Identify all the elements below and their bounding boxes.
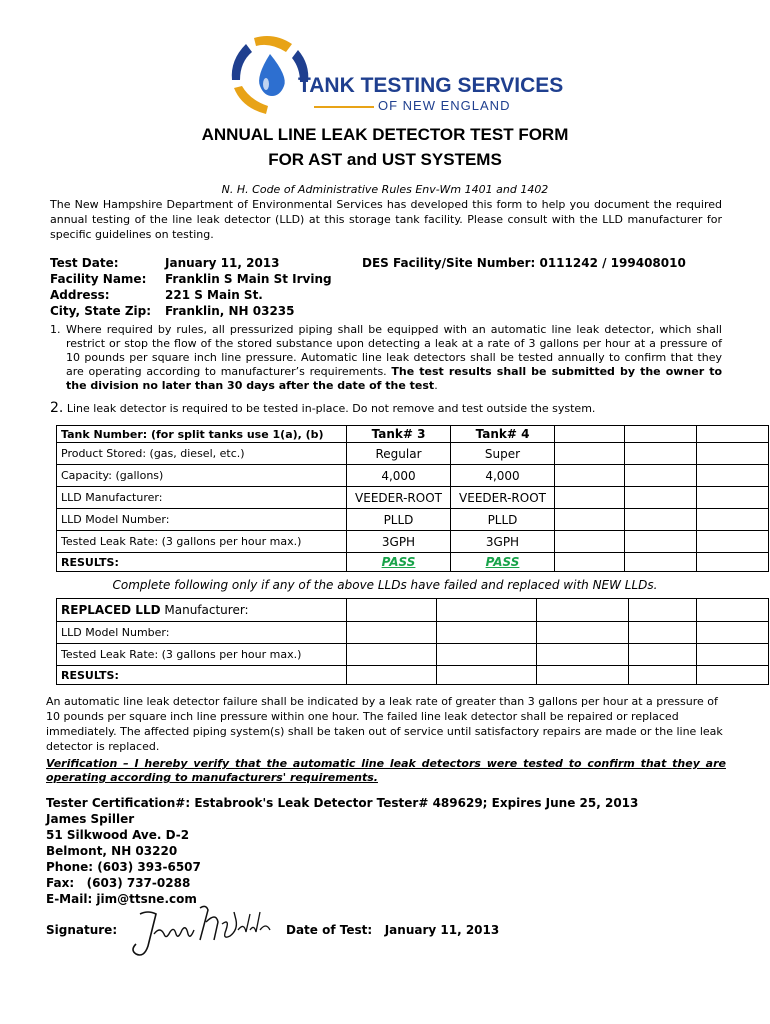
model-tank-3[interactable]: PLLD <box>347 509 451 531</box>
form-title-line2: FOR AST and UST SYSTEMS <box>268 150 502 169</box>
date-of-test-label: Date of Test: <box>286 923 373 937</box>
empty-cell[interactable] <box>347 666 437 685</box>
table-row <box>57 531 769 553</box>
replaced-manufacturer-text: Manufacturer: <box>160 603 249 617</box>
rules-citation: N. H. Code of Administrative Rules Env-Wm 1401 and 1402 <box>221 183 549 196</box>
result-tank-4[interactable] <box>451 553 555 572</box>
tester-email: E-Mail: jim@ttsne.com <box>46 892 197 906</box>
replacement-note: Complete following only if any of the above LLDs have failed and replaced with NEW LLDs. <box>112 578 658 592</box>
empty-cell[interactable] <box>437 666 537 685</box>
table-row <box>57 487 769 509</box>
empty-cell[interactable] <box>537 599 629 622</box>
manufacturer-tank-4[interactable]: VEEDER-ROOT <box>451 487 555 509</box>
empty-cell[interactable] <box>629 622 697 644</box>
empty-cell[interactable] <box>629 666 697 685</box>
lld-model-label: LLD Model Number: <box>57 509 347 531</box>
empty-cell[interactable] <box>625 426 697 443</box>
empty-cell[interactable] <box>697 487 769 509</box>
capacity-tank-3[interactable]: 4,000 <box>347 465 451 487</box>
product-tank-4[interactable]: Super <box>451 443 555 465</box>
pass-badge: PASS <box>485 555 520 569</box>
company-logo <box>226 34 564 120</box>
empty-cell[interactable] <box>625 487 697 509</box>
item-1-body: Where required by rules, all pressurized piping shall be equipped with an automatic line leak detector, which shall restrict or stop the flow of the stored substance upon detecting a leak at a rate of 3 gallons per hour at a pressure of 10 pounds per square inch line pressure. Automatic line leak detectors shall be tested annually to confirm that they are operating according to manufacturer’s requirements. <box>66 323 722 378</box>
address-label: Address: <box>50 288 110 302</box>
empty-cell[interactable] <box>697 599 769 622</box>
empty-cell[interactable] <box>555 531 625 553</box>
tank-number-header: Tank Number: (for split tanks use 1(a), (b) <box>57 426 347 443</box>
facility-name-label: Facility Name: <box>50 272 147 286</box>
empty-cell[interactable] <box>437 622 537 644</box>
rule-item-1 <box>50 323 722 393</box>
leak-rate-tank-4[interactable]: 3GPH <box>451 531 555 553</box>
date-of-test <box>286 923 499 937</box>
replaced-results-label: RESULTS: <box>57 666 347 685</box>
replaced-model-label: LLD Model Number: <box>57 622 347 644</box>
empty-cell[interactable] <box>625 465 697 487</box>
empty-cell[interactable] <box>697 666 769 685</box>
des-facility-number: DES Facility/Site Number: 0111242 / 199408010 <box>362 256 686 270</box>
verification-statement: Verification – I hereby verify that the automatic line leak detectors were tested to confirm that they are operating according to manufacturers' requirements. <box>46 757 726 784</box>
results-label: RESULTS: <box>57 553 347 572</box>
empty-cell[interactable] <box>697 553 769 572</box>
rule-item-2 <box>50 400 595 416</box>
table-row <box>57 465 769 487</box>
city-state-zip-label: City, State Zip: <box>50 304 152 318</box>
tank-4-header: Tank# 4 <box>451 426 555 443</box>
test-date-label: Test Date: <box>50 256 119 270</box>
empty-cell[interactable] <box>537 622 629 644</box>
table-row <box>57 644 769 666</box>
empty-cell[interactable] <box>347 622 437 644</box>
tested-leak-rate-label: Tested Leak Rate: (3 gallons per hour max.) <box>57 531 347 553</box>
empty-cell[interactable] <box>555 443 625 465</box>
form-title-line1: ANNUAL LINE LEAK DETECTOR TEST FORM <box>201 125 569 144</box>
logo-brand-text: TANK TESTING SERVICES <box>298 74 564 97</box>
lld-test-table <box>56 425 769 572</box>
intro-paragraph: The New Hampshire Department of Environmental Services has developed this form to help you document the required annual testing of the line leak detector (LLD) at this storage tank facility. Please consult with the LLD manufacturer for specific guidelines on testing. <box>50 198 722 241</box>
empty-cell[interactable] <box>555 509 625 531</box>
signature-icon <box>126 900 276 962</box>
tester-fax: Fax: (603) 737-0288 <box>46 876 191 890</box>
empty-cell[interactable] <box>697 644 769 666</box>
empty-cell[interactable] <box>555 426 625 443</box>
product-tank-3[interactable]: Regular <box>347 443 451 465</box>
table-row <box>57 666 769 685</box>
result-tank-3[interactable] <box>347 553 451 572</box>
empty-cell[interactable] <box>697 622 769 644</box>
table-row <box>57 599 769 622</box>
table-row <box>57 622 769 644</box>
tester-phone: Phone: (603) 393-6507 <box>46 860 201 874</box>
logo-divider <box>314 106 374 108</box>
empty-cell[interactable] <box>347 599 437 622</box>
item-1-bold: The test results shall be submitted by the owner to the division no later than 30 days after the date of the test <box>66 365 723 392</box>
model-tank-4[interactable]: PLLD <box>451 509 555 531</box>
empty-cell[interactable] <box>625 553 697 572</box>
item-1-number: 1. <box>50 323 61 336</box>
empty-cell[interactable] <box>537 666 629 685</box>
empty-cell[interactable] <box>697 426 769 443</box>
item-2-number: 2. <box>50 400 64 416</box>
empty-cell[interactable] <box>555 487 625 509</box>
capacity-label: Capacity: (gallons) <box>57 465 347 487</box>
facility-name-value: Franklin S Main St Irving <box>165 272 332 286</box>
leak-rate-tank-3[interactable]: 3GPH <box>347 531 451 553</box>
test-date-value: January 11, 2013 <box>165 256 280 270</box>
tester-name: James Spiller <box>46 812 135 826</box>
address-value: 221 S Main St. <box>165 288 263 302</box>
table-row <box>57 426 769 443</box>
date-of-test-value: January 11, 2013 <box>384 923 500 937</box>
tester-certification: Tester Certification#: Estabrook's Leak Detector Tester# 489629; Expires June 25, 2013 <box>46 796 639 810</box>
empty-cell[interactable] <box>697 443 769 465</box>
failure-paragraph: An automatic line leak detector failure shall be indicated by a leak rate of greater than 3 gallons per hour at a pressure of 10 pounds per square inch line pressure within one hour. The failed line leak detector shall be repaired or replaced immediately. The affected piping system(s) shall be taken out of service until satisfactory repairs are made or the line leak detector is replaced. <box>46 695 723 753</box>
city-state-zip-value: Franklin, NH 03235 <box>165 304 295 318</box>
empty-cell[interactable] <box>629 599 697 622</box>
empty-cell[interactable] <box>625 443 697 465</box>
replaced-lld-table <box>56 598 769 685</box>
empty-cell[interactable] <box>537 644 629 666</box>
lld-manufacturer-label: LLD Manufacturer: <box>57 487 347 509</box>
item-2-text: Line leak detector is required to be tested in-place. Do not remove and test outside the system. <box>63 402 596 415</box>
empty-cell[interactable] <box>437 644 537 666</box>
replaced-leak-rate-label: Tested Leak Rate: (3 gallons per hour max.) <box>57 644 347 666</box>
facility-values <box>165 255 332 319</box>
empty-cell[interactable] <box>697 531 769 553</box>
item-1-text <box>66 323 722 393</box>
tester-city: Belmont, NH 03220 <box>46 844 178 858</box>
manufacturer-tank-3[interactable]: VEEDER-ROOT <box>347 487 451 509</box>
empty-cell[interactable] <box>347 644 437 666</box>
empty-cell[interactable] <box>555 465 625 487</box>
empty-cell[interactable] <box>629 644 697 666</box>
table-row <box>57 509 769 531</box>
signature-label: Signature: <box>46 923 118 937</box>
empty-cell[interactable] <box>437 599 537 622</box>
table-row <box>57 443 769 465</box>
empty-cell[interactable] <box>697 509 769 531</box>
empty-cell[interactable] <box>697 465 769 487</box>
facility-labels <box>50 255 151 319</box>
empty-cell[interactable] <box>625 531 697 553</box>
capacity-tank-4[interactable]: 4,000 <box>451 465 555 487</box>
tester-street: 51 Silkwood Ave. D-2 <box>46 828 190 842</box>
item-1-end: . <box>434 379 438 392</box>
empty-cell[interactable] <box>555 553 625 572</box>
empty-cell[interactable] <box>625 509 697 531</box>
table-row <box>57 553 769 572</box>
product-stored-label: Product Stored: (gas, diesel, etc.) <box>57 443 347 465</box>
tester-info <box>46 795 638 907</box>
logo-subtitle: OF NEW ENGLAND <box>378 98 511 113</box>
pass-badge: PASS <box>381 555 416 569</box>
replaced-lld-bold: REPLACED LLD <box>61 603 161 617</box>
tank-3-header: Tank# 3 <box>347 426 451 443</box>
replaced-manufacturer-label <box>57 599 347 622</box>
